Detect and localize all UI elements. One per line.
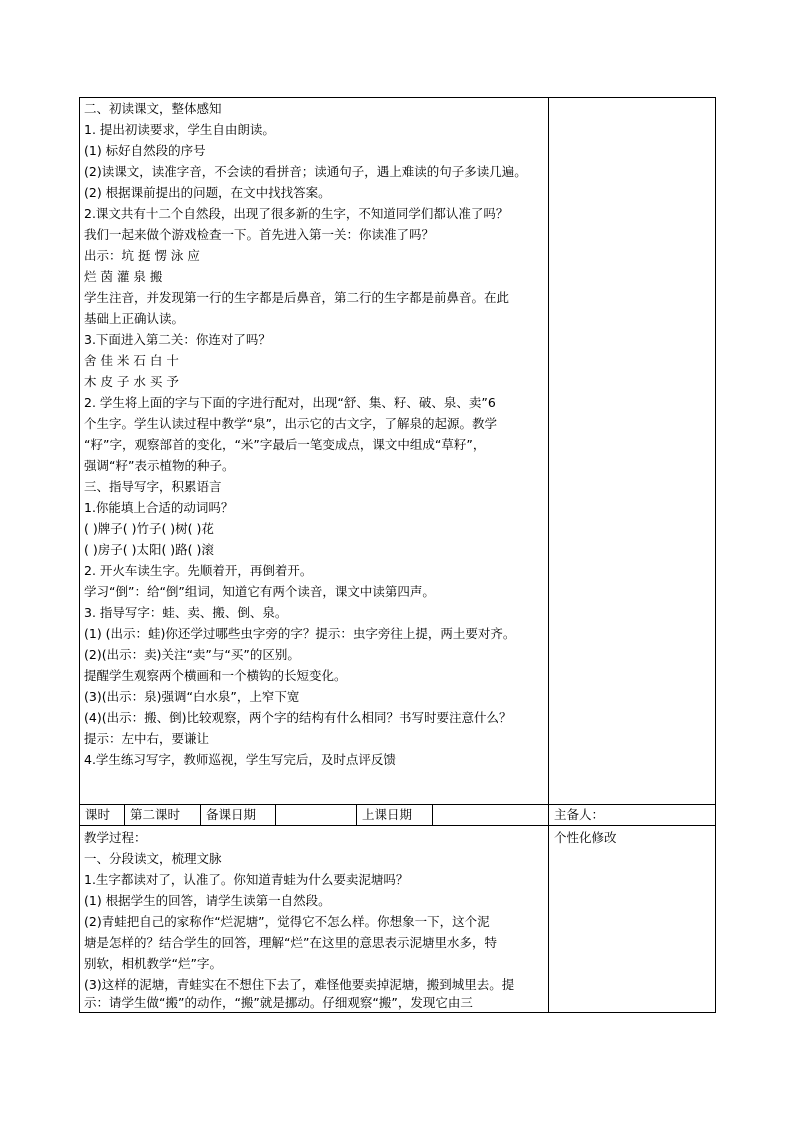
text-line: “籽”字，观察部首的变化，“米”字最后一笔变成点，课文中组成“草籽”，	[84, 437, 486, 452]
text-line: 学习“倒”：给“倒”组词，知道它有两个读音，课文中读第四声。	[84, 584, 435, 599]
text-line: 2. 学生将上面的字与下面的字进行配对，出现“舒、集、籽、破、泉、卖”6	[84, 395, 496, 410]
text-line: 提示：左中右，要谦让	[84, 731, 210, 746]
text-line: 我们一起来做个游戏检查一下。首先进入第一关：你读准了吗？	[84, 227, 435, 242]
text-line: ( )牌子( )竹子( )树( )花	[84, 521, 214, 536]
text-line: (2)青蛙把自己的家称作“烂泥塘”，觉得它不怎么样。你想象一下，这个泥	[84, 914, 490, 929]
text-line: 3.下面进入第二关：你连对了吗？	[84, 332, 271, 347]
text-line: (2)读课文，读准字音，不会读的看拼音；读通句子，遇上难读的句子多读几遍。	[84, 164, 527, 179]
text-line: 别软，相机教学“烂”字。	[84, 956, 222, 971]
text-line: 舍 佳 米 石 白 十	[84, 353, 179, 368]
text-line: 1. 提出初读要求，学生自由朗读。	[84, 122, 275, 137]
class-date-value	[433, 804, 438, 825]
side-column-divider	[548, 97, 549, 1013]
preparer-label: 主备人：	[554, 807, 605, 822]
text-line: 塘是怎样的？结合学生的回答，理解“烂”在这里的意思表示泥塘里水多，特	[84, 935, 497, 950]
lesson-value: 第二课时	[130, 807, 181, 822]
text-line: (2) 根据课前提出的问题，在文中找找答案。	[84, 185, 331, 200]
text-line: 1.生字都读对了，认准了。你知道青蛙为什么要卖泥塘吗？	[84, 872, 409, 887]
text-line: 三、指导写字，积累语言	[84, 479, 222, 494]
text-line: 出示：坑 挺 愣 泳 应	[84, 248, 200, 263]
text-line: (2)(出示：卖)关注“卖”与“买”的区别。	[84, 647, 300, 662]
personalized-revision-label: 个性化修改	[554, 830, 617, 845]
text-line: 强调“籽”表示植物的种子。	[84, 458, 235, 473]
text-line: ( )房子( )太阳( )路( )滚	[84, 542, 214, 557]
class-date-label: 上课日期	[362, 807, 413, 822]
text-line: 2.课文共有十二个自然段，出现了很多新的生字，不知道同学们都认准了吗？	[84, 206, 509, 221]
text-line: 二、初读课文，整体感知	[84, 101, 222, 116]
text-line: 基础上正确认读。	[84, 311, 185, 326]
text-line: 4.学生练习写字，教师巡视，学生写完后，及时点评反馈	[84, 752, 396, 767]
text-line: 提醒学生观察两个横画和一个横钩的长短变化。	[84, 668, 347, 683]
text-line: (4)(出示：搬、倒)比较观察，两个字的结构有什么相同？书写时要注意什么？	[84, 710, 512, 725]
text-line: 1.你能填上合适的动词吗？	[84, 500, 234, 515]
text-line: 3. 指导写字：蛙、卖、搬、倒、泉。	[84, 605, 288, 620]
text-line: 个生字。学生认读过程中教学“泉”，出示它的古文字，了解泉的起源。教学	[84, 416, 497, 431]
prep-date-label: 备课日期	[206, 807, 257, 822]
text-line: 教学过程：	[84, 830, 147, 845]
text-line: 2. 开火车读生字。先顺着开，再倒着开。	[84, 563, 313, 578]
text-line: (1) (出示：蛙)你还学过哪些虫字旁的字？提示：虫字旁往上提，两土要对齐。	[84, 626, 516, 641]
text-line: 烂 茵 灌 泉 搬	[84, 269, 163, 284]
text-line: (3)这样的泥塘，青蛙实在不想住下去了，难怪他要卖掉泥塘，搬到城里去。提	[84, 977, 515, 992]
text-line: (3)(出示：泉)强调“白水泉”，上窄下宽	[84, 689, 300, 704]
text-line: (1) 标好自然段的序号	[84, 143, 206, 158]
prep-date-value	[276, 804, 281, 825]
text-line: 示：请学生做“搬”的动作，“搬”就是挪动。仔细观察“搬”，发现它由三	[84, 995, 473, 1010]
text-line: 木 皮 子 水 买 予	[84, 374, 179, 389]
text-line: 学生注音，并发现第一行的生字都是后鼻音，第二行的生字都是前鼻音。在此	[84, 290, 510, 305]
text-line: (1) 根据学生的回答，请学生读第一自然段。	[84, 893, 331, 908]
header-row-bottom-border	[79, 825, 716, 826]
lesson-label: 课时	[85, 807, 111, 822]
text-line: 一、分段读文，梳理文脉	[84, 851, 222, 866]
